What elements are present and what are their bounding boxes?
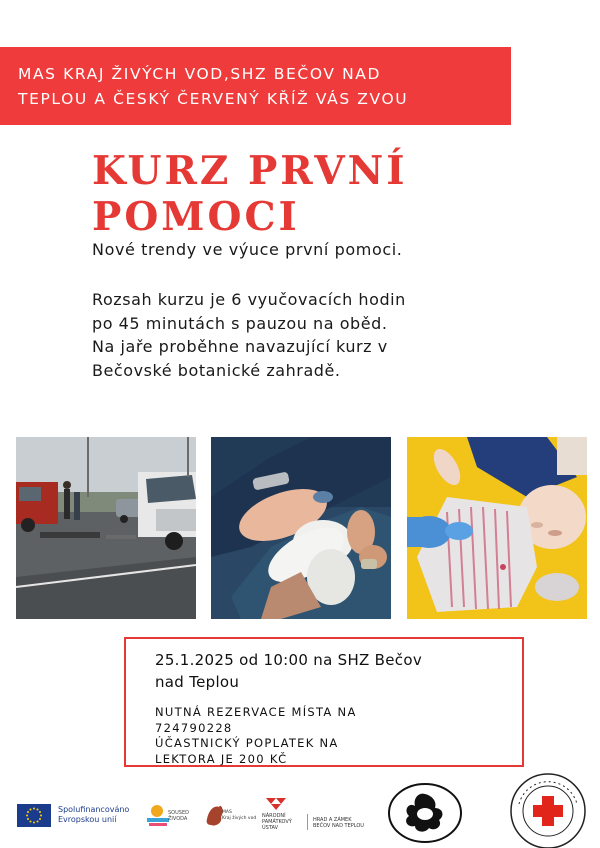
- event-location-line: nad Teplou: [155, 673, 240, 691]
- npu-label-line: ÚSTAV: [262, 825, 279, 831]
- kraj-label-line: Kraj živých vod: [222, 815, 257, 821]
- title-line: POMOCI: [92, 194, 300, 240]
- description-line: Na jaře proběhne navazující kurz v: [92, 337, 388, 356]
- bandaging-hand-photo: [211, 437, 391, 619]
- hrad-label-line: HRAD A ZÁMEK: [313, 817, 352, 823]
- description-line: Rozsah kurzu je 6 vyučovacích hodin: [92, 290, 406, 309]
- course-description: [92, 288, 406, 382]
- banner-line: TEPLOU A ČESKÝ ČERVENÝ KŘÍŽ VÁS ZVOU: [18, 90, 409, 108]
- event-date-line: 25.1.2025 od 10:00 na SHZ Bečov: [155, 651, 423, 669]
- fee-line: ÚČASTNICKÝ POPLATEK NA: [155, 736, 339, 750]
- phone-number: 724790228: [155, 720, 233, 735]
- description-line: po 45 minutách s pauzou na oběd.: [92, 313, 388, 333]
- car-accident-photo: [16, 437, 196, 619]
- soused-label-line: SOUSED: [168, 810, 189, 816]
- header-banner: [0, 47, 511, 125]
- eu-cofinanced-label: [58, 805, 129, 825]
- reservation-line: NUTNÁ REZERVACE MÍSTA NA: [155, 705, 357, 719]
- hrad-label-line: BEČOV NAD TEPLOU: [313, 823, 364, 829]
- eu-label-line: Evropskou unií: [58, 815, 117, 824]
- kraj-label: [222, 810, 256, 821]
- hrad-zamek-label: [313, 817, 364, 829]
- subtitle: Nové trendy ve výuce první pomoci.: [92, 240, 403, 259]
- reservation-note: [155, 705, 522, 767]
- fee-line: LEKTORA JE 200 KČ: [155, 751, 288, 766]
- partner-logos: [0, 770, 600, 848]
- kraj-label-line: MAS: [222, 810, 232, 815]
- npu-label-line: PAMÁTKOVÝ: [262, 819, 292, 825]
- event-info-box: [124, 637, 524, 767]
- title-line: KURZ PRVNÍ: [92, 148, 408, 194]
- soused-label: [168, 810, 189, 822]
- soused-label-line: ŽIVODA: [168, 816, 188, 822]
- npu-label-line: NÁRODNÍ: [262, 813, 286, 819]
- npu-label: [262, 813, 292, 831]
- eu-flag-icon: [17, 804, 51, 827]
- divider: [307, 814, 308, 830]
- page-title: [92, 148, 512, 240]
- description-line: Bečovské botanické zahradě.: [92, 360, 341, 380]
- banner-line: MAS KRAJ ŽIVÝCH VOD,SHZ BEČOV NAD: [18, 65, 382, 83]
- red-cross-logo-icon: [507, 770, 589, 848]
- botanicka-zahrada-logo-icon: [385, 782, 465, 844]
- infant-cpr-mannequin-photo: [407, 437, 587, 619]
- eu-label-line: Spolufinancováno: [58, 805, 130, 814]
- event-date-location: [155, 649, 522, 693]
